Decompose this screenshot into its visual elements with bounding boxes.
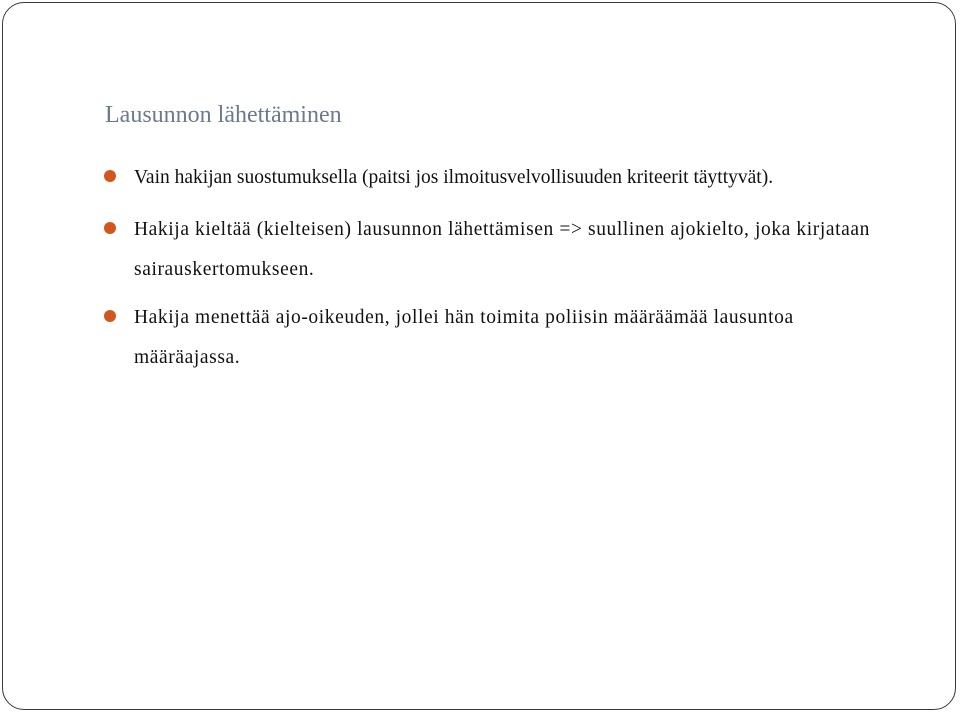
bullet-dot-icon [104,310,116,322]
bullet-text: Hakija kieltää (kielteisen) lausunnon lähettämisen => suullinen ajokielto, joka kirjataan sairauskertomukseen. [134,219,871,280]
bullet-text: Vain hakijan suostumuksella (paitsi jos ilmoitusvelvollisuuden kriteerit täyttyvät). [134,167,774,188]
slide-title: Lausunnon lähettäminen [105,102,342,128]
bullet-list [103,163,893,386]
bullet-item [103,298,893,378]
bullet-item [103,210,893,290]
bullet-dot-icon [104,222,116,234]
slide-frame [2,2,956,710]
bullet-dot-icon [104,170,116,182]
bullet-item [103,163,893,193]
bullet-text: Hakija menettää ajo-oikeuden, jollei hän toimita poliisin määräämää lausuntoa määräajassa. [134,307,794,368]
